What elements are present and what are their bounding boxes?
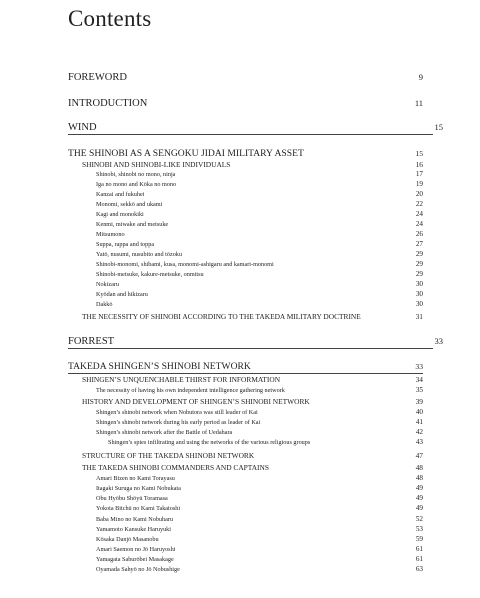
toc-entry-title: Mitsumono xyxy=(96,231,125,238)
toc-entry-page-number: 29 xyxy=(415,260,423,268)
toc-entry[interactable] xyxy=(96,565,423,573)
toc-entry[interactable] xyxy=(82,451,423,460)
toc-entry[interactable] xyxy=(82,160,423,169)
toc-entry-page-number: 48 xyxy=(415,474,423,482)
toc-entry[interactable] xyxy=(96,494,423,502)
toc-entry[interactable] xyxy=(68,122,443,135)
toc-entry[interactable] xyxy=(96,504,423,512)
toc-entry-title: Dakkō xyxy=(96,301,113,308)
toc-entry-title: Oyamada Sahyō no Jō Nobushige xyxy=(96,566,180,573)
toc-entry-title: Shingen’s spies infiltrating and using the networks of the various religious groups xyxy=(108,439,311,446)
toc-entry-page-number: 61 xyxy=(415,545,423,553)
toc-entry-title: THE SHINOBI AS A SENGOKU JIDAI MILITARY ASSET xyxy=(68,148,304,159)
toc-entry-title: Baba Mino no Kami Nobuharu xyxy=(96,516,173,523)
toc-entry-page-number: 39 xyxy=(415,397,423,406)
toc-entry-title: THE NECESSITY OF SHINOBI ACCORDING TO THE TAKEDA MILITARY DOCTRINE xyxy=(82,312,361,321)
toc-entry-title: Obu Hyōbu Shōyū Toramasa xyxy=(96,495,168,502)
toc-entry-title: THE TAKEDA SHINOBI COMMANDERS AND CAPTAINS xyxy=(82,463,269,472)
toc-entry-title: HISTORY AND DEVELOPMENT OF SHINGEN’S SHINOBI NETWORK xyxy=(82,397,310,406)
toc-entry-page-number: 52 xyxy=(415,515,423,523)
toc-entry-title: Yamagata Saburōbei Masakage xyxy=(96,556,174,563)
toc-entry-title: Shinobi-metsuke, kakure-metsuke, onmitsu xyxy=(96,271,204,278)
toc-entry[interactable] xyxy=(96,525,423,533)
toc-entry[interactable] xyxy=(96,180,423,188)
toc-entry-page-number: 30 xyxy=(415,280,423,288)
toc-entry-title: Kagi and monokiki xyxy=(96,211,144,218)
toc-entry-title: SHINOBI AND SHINOBI-LIKE INDIVIDUALS xyxy=(82,160,231,169)
toc-entry-title: The necessity of having his own independent intelligence gathering network xyxy=(96,387,285,394)
toc-entry[interactable] xyxy=(96,545,423,553)
toc-entry-title: Kyōdan and hikizaru xyxy=(96,291,148,298)
toc-entry[interactable] xyxy=(68,361,423,374)
toc-entry-page-number: 40 xyxy=(415,408,423,416)
toc-entry-title: Kōsaka Danjō Masanobu xyxy=(96,536,159,543)
toc-entry-title: STRUCTURE OF THE TAKEDA SHINOBI NETWORK xyxy=(82,451,255,460)
toc-entry-title: FORREST xyxy=(68,336,115,347)
toc-entry-title: Kanzai and fukuhei xyxy=(96,191,145,198)
toc-entry-page-number: 29 xyxy=(415,270,423,278)
toc-entry-title: Shingen’s shinobi network during his early period as leader of Kai xyxy=(96,419,261,426)
toc-entry-page-number: 41 xyxy=(415,418,423,426)
toc-entry[interactable] xyxy=(96,386,423,394)
toc-entry[interactable] xyxy=(96,428,423,436)
toc-entry[interactable] xyxy=(96,270,423,278)
toc-entry[interactable] xyxy=(96,200,423,208)
toc-entry[interactable] xyxy=(96,555,423,563)
toc-entry-page-number: 63 xyxy=(415,565,423,573)
toc-entry-page-number: 48 xyxy=(415,463,423,472)
toc-entry-title: Itagaki Suruga no Kami Nobukata xyxy=(96,485,181,492)
toc-entry-page-number: 49 xyxy=(415,504,423,512)
toc-entry-page-number: 31 xyxy=(415,312,423,321)
toc-entry-page-number: 20 xyxy=(415,190,423,198)
toc-entry-page-number: 49 xyxy=(415,494,423,502)
toc-entry[interactable] xyxy=(96,280,423,288)
toc-entry[interactable] xyxy=(68,98,423,109)
toc-entry-page-number: 30 xyxy=(415,300,423,308)
toc-entry[interactable] xyxy=(96,230,423,238)
toc-entry-page-number: 24 xyxy=(415,210,423,218)
toc-entry[interactable] xyxy=(82,312,423,321)
toc-entry-page-number: 24 xyxy=(415,220,423,228)
toc-entry-page-number: 27 xyxy=(415,240,423,248)
toc-entry[interactable] xyxy=(96,290,423,298)
toc-entry[interactable] xyxy=(96,408,423,416)
toc-entry-title: Yamamoto Kansuke Haruyuki xyxy=(96,526,171,533)
toc-entry[interactable] xyxy=(96,515,423,523)
toc-entry[interactable] xyxy=(82,397,423,406)
toc-entry-title: INTRODUCTION xyxy=(68,98,148,109)
toc-entry[interactable] xyxy=(96,300,423,308)
toc-entry[interactable] xyxy=(96,535,423,543)
toc-entry-title: Iga no mono and Kōka no mono xyxy=(96,181,177,188)
toc-entry-title: Amari Bizen no Kami Torayasu xyxy=(96,475,175,482)
toc-entry-page-number: 17 xyxy=(415,170,423,178)
toc-entry-page-number: 33 xyxy=(415,362,423,371)
page-title: Contents xyxy=(68,6,152,31)
toc-entry[interactable] xyxy=(68,72,423,83)
toc-entry[interactable] xyxy=(96,484,423,492)
toc-entry[interactable] xyxy=(96,240,423,248)
toc-entry-title: FOREWORD xyxy=(68,72,127,83)
toc-entry-page-number: 15 xyxy=(434,122,443,132)
toc-entry[interactable] xyxy=(96,220,423,228)
toc-entry[interactable] xyxy=(82,375,423,384)
toc-entry[interactable] xyxy=(108,438,423,446)
toc-entry-title: Shinobi-monomi, shibami, kusa, monomi-ashigaru and kamari-monomi xyxy=(96,261,274,268)
toc-entry-title: WIND xyxy=(68,122,97,133)
toc-entry-page-number: 49 xyxy=(415,484,423,492)
toc-entry[interactable] xyxy=(96,170,423,178)
toc-entry-page-number: 43 xyxy=(415,438,423,446)
toc-entry-title: Shinobi, shinobi no mono, ninja xyxy=(96,171,176,178)
toc-entry[interactable] xyxy=(96,474,423,482)
toc-entry[interactable] xyxy=(68,148,423,159)
toc-entry-title: Monomi, sekkō and ukami xyxy=(96,201,163,208)
toc-entry-title: Nokizaru xyxy=(96,281,120,288)
toc-entry-page-number: 26 xyxy=(415,230,423,238)
toc-entry-title: Yatō, nusumi, nusubito and tōzoku xyxy=(96,251,182,258)
toc-entry[interactable] xyxy=(96,190,423,198)
toc-entry-title: Kenmi, miwake and metsuke xyxy=(96,221,169,228)
toc-entry-title: SHINGEN’S UNQUENCHABLE THIRST FOR INFORMATION xyxy=(82,375,281,384)
toc-entry-page-number: 53 xyxy=(415,525,423,533)
toc-entry[interactable] xyxy=(96,418,423,426)
toc-entry-page-number: 47 xyxy=(415,451,423,460)
toc-entry-page-number: 33 xyxy=(434,336,443,346)
toc-entry-title: Yokota Bitchū no Kami Takatoshi xyxy=(96,505,181,512)
toc-entry[interactable] xyxy=(68,336,443,349)
toc-entry-page-number: 34 xyxy=(415,375,423,384)
toc-entry[interactable] xyxy=(96,250,423,258)
toc-entry-title: Amari Saemon no Jō Haruyoshi xyxy=(96,546,176,553)
toc-entry-title: TAKEDA SHINGEN’S SHINOBI NETWORK xyxy=(68,361,251,372)
toc-entry-page-number: 61 xyxy=(415,555,423,563)
toc-entry-page-number: 59 xyxy=(415,535,423,543)
toc-entry-page-number: 29 xyxy=(415,250,423,258)
toc-entry[interactable] xyxy=(96,260,423,268)
toc-entry-page-number: 22 xyxy=(415,200,423,208)
toc-entry-page-number: 35 xyxy=(415,386,423,394)
toc-entry-page-number: 42 xyxy=(415,428,423,436)
toc-entry-page-number: 16 xyxy=(415,160,423,169)
toc-entry-page-number: 19 xyxy=(415,180,423,188)
toc-entry-title: Shingen’s shinobi network when Nobutora was still leader of Kai xyxy=(96,409,258,416)
toc-entry-page-number: 11 xyxy=(414,98,423,108)
toc-entry-page-number: 9 xyxy=(418,72,423,82)
toc-entry-page-number: 15 xyxy=(415,149,423,158)
toc-entry[interactable] xyxy=(82,463,423,472)
toc-entry-title: Suppa, rappa and toppa xyxy=(96,241,155,248)
toc-entry-title: Shingen’s shinobi network after the Battle of Uedahara xyxy=(96,429,233,436)
toc-entry[interactable] xyxy=(96,210,423,218)
toc-entry-page-number: 30 xyxy=(415,290,423,298)
